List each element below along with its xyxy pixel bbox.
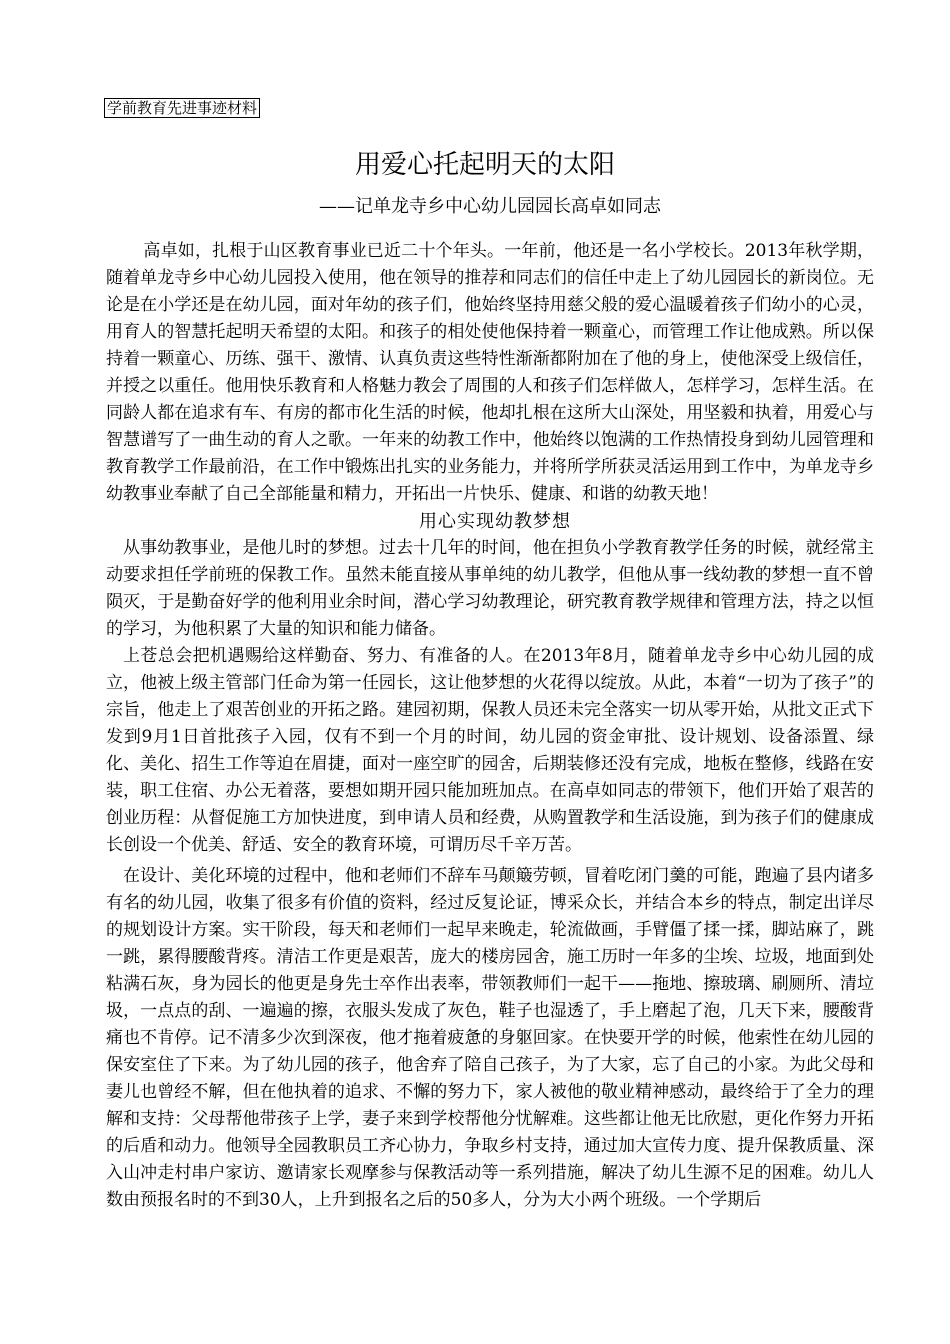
article-body — [106, 238, 874, 1214]
article-title: 用爱心托起明天的太阳 — [354, 150, 615, 180]
article-subtitle: ——记单龙寺乡中心幼儿园园长高卓如同志 — [319, 196, 661, 217]
intro-paragraph: 高卓如，扎根于山区教育事业已近二十个年头。一年前，他还是一名小学校长。2013年秋学期，随着单龙寺乡中心幼儿园投入使用，他在领导的推荐和同志们的信任中走上了幼儿园园长的新岗位。无论是在小学还是在幼儿园，面对年幼的孩子们，他始终坚持用慈父般的爱心温暖着孩子们幼小的心灵，用育人的智慧托起明天希望的太阳。和孩子的相处使他保持着一颗童心，而管理工作让他成熟。所以保持着一颗童心、历练、强干、激情、认真负责这些特性渐渐都附加在了他的身上，使他深受上级信任，并授之以重任。他用快乐教育和人格魅力教会了周围的人和孩子们怎样做人，怎样学习，怎样生活。在同龄人都在追求有车、有房的都市化生活的时候，他却扎根在这所大山深处，用坚毅和执着，用爱心与智慧谱写了一曲生动的育人之歌。一年来的幼教工作中，他始终以饱满的工作热情投身到幼儿园管理和教育教学工作最前沿，在工作中锻炼出扎实的业务能力，并将所学所获灵活运用到工作中，为单龙寺乡幼教事业奉献了自己全部能量和精力，开拓出一片快乐、健康、和谐的幼教天地！ — [106, 241, 874, 504]
body-paragraph-2: 上苍总会把机遇赐给这样勤奋、努力、有准备的人。在2013年8月，随着单龙寺乡中心幼儿园的成立，他被上级主管部门任命为第一任园长，这让他梦想的火花得以绽放。从此，本着“一切为了孩子”的宗旨，他走上了艰苦创业的开拓之路。建园初期，保教人员还未完全落实一切从零开始，从批文正式下发到9月1日首批孩子入园，仅有不到一个月的时间，幼儿园的资金审批、设计规划、设备添置、绿化、美化、招生工作等迫在眉捷，面对一座空旷的园舍，后期装修还没有完成，地板在整修，线路在安装，职工住宿、办公无着落，要想如期开园只能加班加点。在高卓如同志的带领下，他们开始了艰苦的创业历程：从督促施工方加快进度，到申请人员和经费，从购置教学和生活设施，到为孩子们的健康成长创设一个优美、舒适、安全的教育环境，可谓历尽千辛万苦。 — [106, 646, 874, 855]
header-tag: 学前教育先进事迹材料 — [104, 98, 260, 118]
body-paragraph-1: 从事幼教事业，是他儿时的梦想。过去十几年的时间，他在担负小学教育教学任务的时候，就经常主动要求担任学前班的保教工作。虽然未能直接从事单纯的幼儿教学，但他从事一线幼教的梦想一直不曾陨灭，于是勤奋好学的他利用业余时间，潜心学习幼教理论，研究教育教学规律和管理方法，持之以恒的学习，为他积累了大量的知识和能力储备。 — [106, 538, 874, 639]
body-paragraph-3: 在设计、美化环境的过程中，他和老师们不辞车马颠簸劳顿，冒着吃闭门羹的可能，跑遍了县内诸多有名的幼儿园，收集了很多有价值的资料，经过反复论证，博采众长，并结合本乡的特点，制定出详尽的规划设计方案。实干阶段，每天和老师们一起早来晚走，轮流做画，手臂僵了揉一揉，脚站麻了，跳一跳，累得腰酸背疼。清洁工作更是艰苦，庞大的楼房园舍，施工历时一年多的尘埃、垃圾，地面到处粘满石灰，身为园长的他更是身先士卒作出表率，带领教师们一起干——拖地、擦玻璃、刷厕所、清垃圾，一点点的刮、一遍遍的擦，衣服头发成了灰色，鞋子也湿透了，手上磨起了泡，几天下来，腰酸背痛也不肯停。记不清多少次到深夜，他才拖着疲惫的身躯回家。在快要开学的时候，他索性在幼儿园的保安室住了下来。为了幼儿园的孩子，他舍弃了陪自己孩子，为了大家，忘了自己的小家。为此父母和妻儿也曾经不解，但在他执着的追求、不懈的努力下，家人被他的敬业精神感动，最终给于了全力的理解和支持：父母帮他带孩子上学，妻子来到学校帮他分忧解难。这些都让他无比欣慰，更化作努力开拓的后盾和动力。他领导全园教职员工齐心协力，争取乡村支持，通过加大宣传力度、提升保教质量、深入山冲走村串户家访、邀请家长观摩参与保教活动等一系列措施，解决了幼儿生源不足的困难。幼儿人数由预报名时的不到30人，上升到报名之后的50多人，分为大小两个班级。一个学期后 — [106, 866, 874, 1210]
section-heading: 用心实现幼教梦想 — [419, 511, 571, 532]
